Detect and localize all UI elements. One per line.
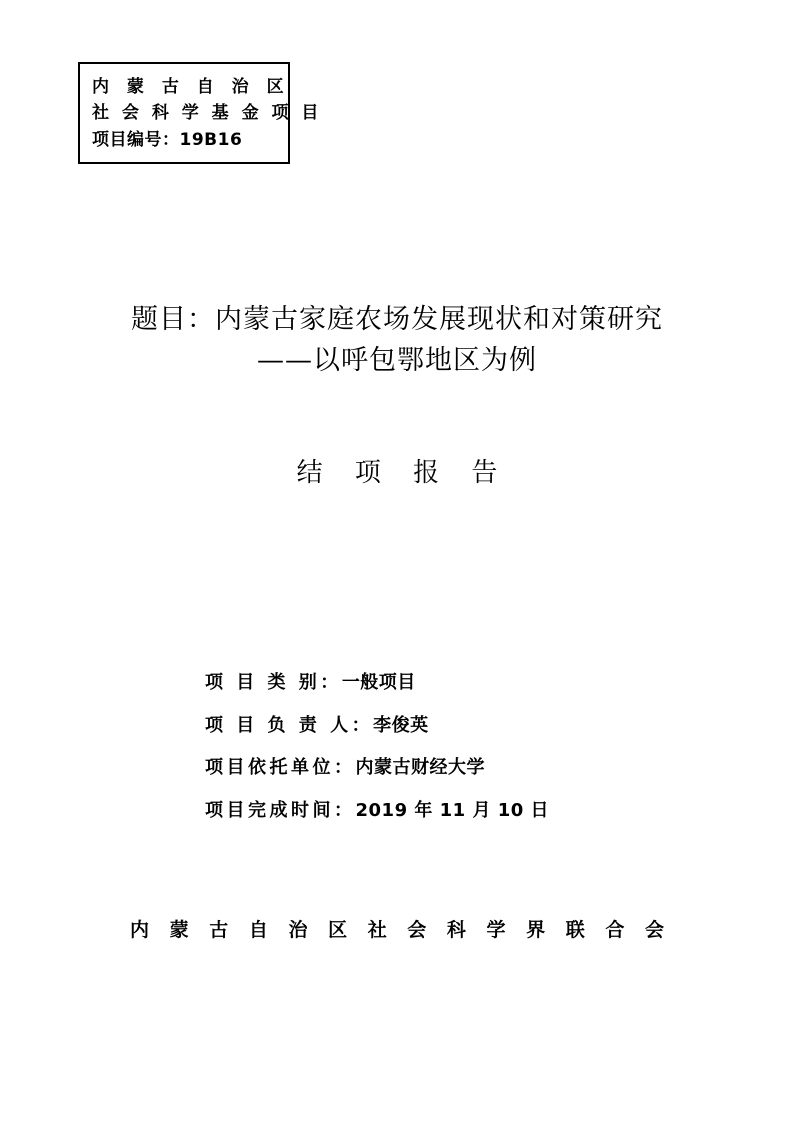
meta-label-category: 项 目 类 别： bbox=[205, 672, 342, 693]
meta-row bbox=[0, 705, 794, 748]
project-stamp-box bbox=[78, 62, 322, 164]
stamp-project-number: 项目编号：19B16 bbox=[92, 129, 243, 150]
stamp-region-line: 内 蒙 古 自 治 区 bbox=[92, 77, 290, 97]
meta-value-category: 一般项目 bbox=[341, 672, 416, 693]
page-subtitle: ——以呼包鄂地区为例 bbox=[257, 344, 537, 376]
meta-value-completion-date: 2019 年 11 月 10 日 bbox=[355, 799, 550, 821]
page-title: 题目：内蒙古家庭农场发展现状和对策研究 bbox=[131, 304, 663, 335]
project-meta-list bbox=[0, 662, 794, 833]
meta-label-institution: 项目依托单位： bbox=[205, 757, 356, 779]
issuing-organization: 内 蒙 古 自 治 区 社 会 科 学 界 联 合 会 bbox=[130, 919, 671, 941]
title-block bbox=[0, 300, 794, 381]
meta-label-completion-date: 项目完成时间： bbox=[205, 799, 356, 821]
meta-row bbox=[0, 662, 794, 705]
meta-label-leader: 项 目 负 责 人： bbox=[205, 714, 374, 736]
report-type-heading: 结 项 报 告 bbox=[296, 458, 510, 488]
meta-row bbox=[0, 790, 794, 833]
meta-value-leader: 李俊英 bbox=[373, 714, 429, 736]
stamp-fund-line: 社 会 科 学 基 金 项 目 bbox=[92, 103, 322, 124]
meta-value-institution: 内蒙古财经大学 bbox=[355, 757, 485, 779]
meta-row bbox=[0, 747, 794, 790]
